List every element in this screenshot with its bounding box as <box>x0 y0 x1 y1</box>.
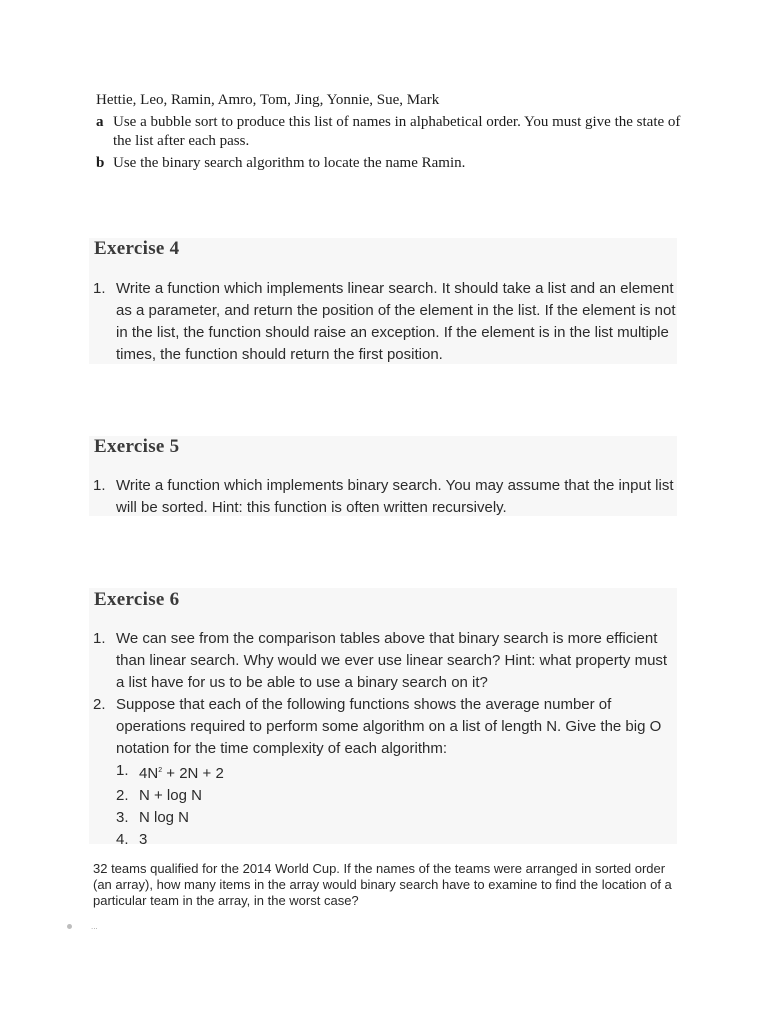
list-item <box>89 475 677 519</box>
item-text: N + log N <box>139 787 202 804</box>
superscript: 2 <box>158 767 163 774</box>
exercise-4-card <box>89 238 677 364</box>
list-item <box>89 278 677 366</box>
exercise-list <box>89 628 677 851</box>
exercise-6-card <box>89 588 677 848</box>
item-text: Write a function which implements linear search. It should take a list and an element as a parameter, and return the position of the element in the list. If the element is not in the list, the function should raise an exception. If the element is in the list multiple times, the function should return the first position. <box>116 280 676 363</box>
item-number: 1. <box>116 762 129 779</box>
bullet-dot-icon <box>67 924 72 929</box>
part-letter: a <box>96 114 104 130</box>
part-text: Use a bubble sort to produce this list of names in alphabetical order. You must give the state of the list after each pass. <box>113 114 681 149</box>
exercise-list <box>89 475 677 519</box>
sub-list-item <box>116 760 677 785</box>
sub-list <box>116 760 677 851</box>
item-text: 4N <box>139 765 159 782</box>
item-number: 1. <box>93 630 106 647</box>
problem-block <box>96 91 696 173</box>
sub-list-item <box>116 785 677 807</box>
list-item <box>89 628 677 694</box>
problem-part-b <box>96 154 696 173</box>
exercise-list <box>89 278 677 366</box>
exercise-title: Exercise 4 <box>94 238 180 259</box>
item-number: 1. <box>93 477 106 494</box>
names-list: Hettie, Leo, Ramin, Amro, Tom, Jing, Yonnie, Sue, Mark <box>96 92 440 108</box>
item-text: N log N <box>139 809 190 826</box>
sub-list-item <box>116 829 677 851</box>
part-letter: b <box>96 155 105 171</box>
item-number: 4. <box>116 831 129 848</box>
item-text: 3 <box>139 831 148 848</box>
item-number: 2. <box>93 696 106 713</box>
problem-part-a <box>96 113 696 151</box>
item-number: 2. <box>116 787 129 804</box>
bullet-text: ... <box>91 922 98 931</box>
sub-list-item <box>116 807 677 829</box>
part-text: Use the binary search algorithm to locate the name Ramin. <box>113 155 466 171</box>
exercise-title: Exercise 6 <box>94 589 180 610</box>
exercise-title: Exercise 5 <box>94 436 180 457</box>
item-number: 3. <box>116 809 129 826</box>
exercise-5-card <box>89 436 677 516</box>
item-text: Write a function which implements binary search. You may assume that the input list will be sorted. Hint: this function is often written recursively. <box>116 477 674 516</box>
list-item <box>89 694 677 851</box>
item-text: + 2N + 2 <box>162 765 224 782</box>
bullet-row <box>67 922 98 931</box>
world-cup-question: 32 teams qualified for the 2014 World Cup. If the names of the teams were arranged in sorted order (an array), how many items in the array would binary search have to examine to find the location of a particular team in the array, in the worst case? <box>93 861 672 908</box>
item-text: Suppose that each of the following functions shows the average number of operations required to perform some algorithm on a list of length N. Give the big O notation for the time complexity of each algorithm: <box>116 696 662 757</box>
item-number: 1. <box>93 280 106 297</box>
item-text: We can see from the comparison tables above that binary search is more efficient than linear search. Why would we ever use linear search? Hint: what property must a list have for us to be able to use a binary search on it? <box>116 630 668 691</box>
